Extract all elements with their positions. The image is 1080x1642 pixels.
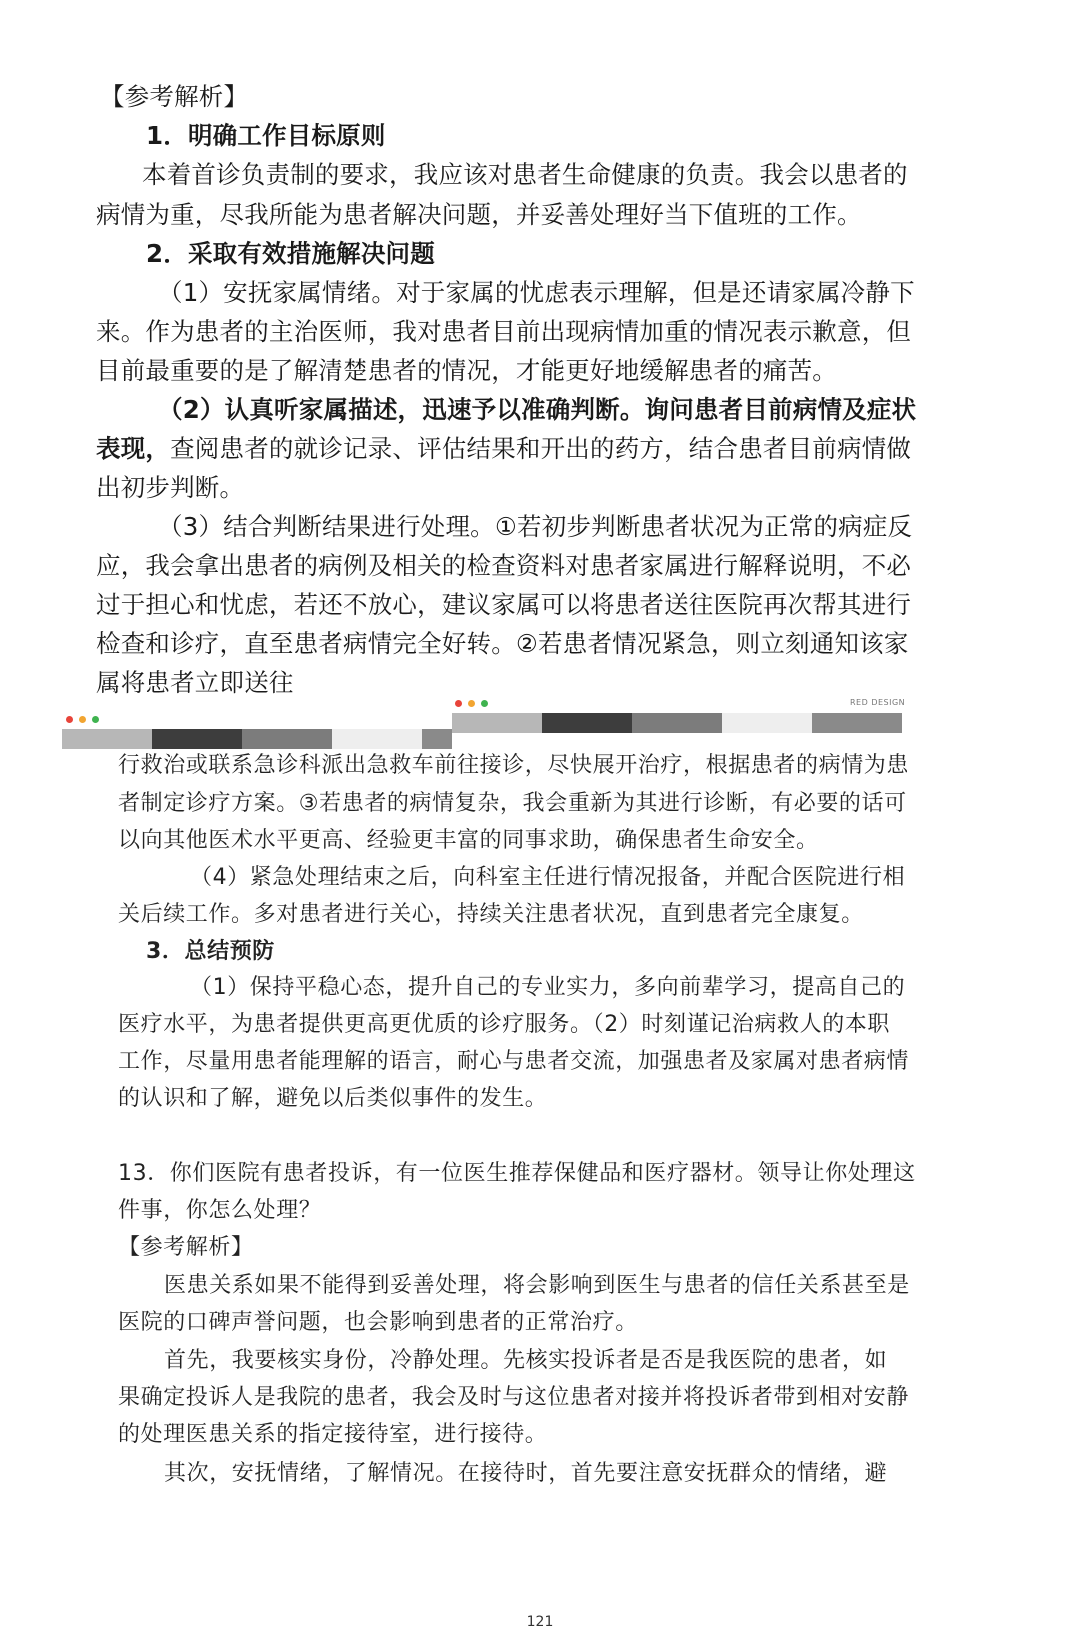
section-heading: 【参考解析】 bbox=[100, 82, 249, 111]
paragraph-line: 行救治或联系急诊科派出急救车前往接诊，尽快展开治疗，根据患者的病情为患 bbox=[118, 753, 910, 778]
orange-dot-icon bbox=[468, 700, 475, 707]
section-heading: 【参考解析】 bbox=[118, 1235, 254, 1260]
paragraph-line: 果确定投诉人是我院的患者，我会及时与这位患者对接并将投诉者带到相对安静 bbox=[118, 1385, 910, 1410]
paragraph-line: （1）安抚家属情绪。对于家属的忧虑表示理解，但是还请家属冷静下 bbox=[158, 278, 915, 307]
paragraph-line: 医患关系如果不能得到妥善处理，将会影响到医生与患者的信任关系甚至是 bbox=[164, 1273, 910, 1298]
brand-label: RED DESIGN bbox=[850, 698, 906, 707]
paragraph-line: 医疗水平，为患者提供更高更优质的诊疗服务。（2）时刻谨记治病救人的本职 bbox=[118, 1012, 890, 1037]
paragraph-line: 来。作为患者的主治医师，我对患者目前出现病情加重的情况表示歉意，但 bbox=[96, 317, 912, 346]
green-dot-icon bbox=[92, 716, 99, 723]
banner-strip bbox=[812, 713, 902, 733]
paragraph-line: 病情为重，尽我所能为患者解决问题，并妥善处理好当下值班的工作。 bbox=[96, 200, 862, 229]
paragraph-line-bold: （2）认真听家属描述，迅速予以准确判断。询问患者目前病情及症状 bbox=[158, 395, 917, 424]
orange-dot-icon bbox=[79, 716, 86, 723]
red-dot-icon bbox=[66, 716, 73, 723]
subsection-title-1: 1．明确工作目标原则 bbox=[146, 121, 386, 150]
banner-strip bbox=[722, 713, 812, 733]
paragraph-line: 目前最重要的是了解清楚患者的情况，才能更好地缓解患者的痛苦。 bbox=[96, 356, 837, 385]
paragraph-line: 过于担心和忧虑，若还不放心，建议家属可以将患者送往医院再次帮其进行 bbox=[96, 590, 912, 619]
banner-strip bbox=[542, 713, 632, 733]
paragraph-line: 者制定诊疗方案。③若患者的病情复杂，我会重新为其进行诊断，有必要的话可 bbox=[118, 791, 907, 816]
bold-lead: 表现， bbox=[96, 434, 171, 463]
paragraph-line: 医院的口碑声誉问题，也会影响到患者的正常治疗。 bbox=[118, 1310, 638, 1335]
line-rest: 查阅患者的就诊记录、评估结果和开出的药方，结合患者目前病情做 bbox=[170, 434, 912, 463]
paragraph-line: 出初步判断。 bbox=[96, 473, 245, 502]
page-number: 121 bbox=[526, 1614, 554, 1630]
banner-strip bbox=[152, 729, 242, 749]
paragraph-line: 应，我会拿出患者的病例及相关的检查资料对患者家属进行解释说明，不必 bbox=[96, 551, 912, 580]
subsection-title-3: 3．总结预防 bbox=[146, 939, 275, 964]
paragraph-line: （4）紧急处理结束之后，向科室主任进行情况报备，并配合医院进行相 bbox=[190, 865, 906, 890]
paragraph-line: 工作，尽量用患者能理解的语言，耐心与患者交流，加强患者及家属对患者病情 bbox=[118, 1049, 910, 1074]
banner-strip bbox=[422, 729, 452, 749]
banner-strip bbox=[242, 729, 332, 749]
question-13-line: 13．你们医院有患者投诉，有一位医生推荐保健品和医疗器材。领导让你处理这 bbox=[118, 1161, 916, 1186]
banner-strip bbox=[452, 713, 542, 733]
paragraph-line: 以向其他医术水平更高、经验更丰富的同事求助，确保患者生命安全。 bbox=[118, 828, 819, 853]
banner-strip bbox=[62, 729, 152, 749]
paragraph-line: （3）结合判断结果进行处理。①若初步判断患者状况为正常的病症反 bbox=[158, 512, 913, 541]
paragraph-line: 的认识和了解，避免以后类似事件的发生。 bbox=[118, 1086, 548, 1111]
paragraph-line: 首先，我要核实身份，冷静处理。先核实投诉者是否是我医院的患者，如 bbox=[164, 1348, 888, 1373]
paragraph-line: 其次，安抚情绪，了解情况。在接待时，首先要注意安抚群众的情绪，避 bbox=[164, 1461, 888, 1486]
banner-strip bbox=[332, 729, 422, 749]
green-dot-icon bbox=[481, 700, 488, 707]
paragraph-line: 检查和诊疗，直至患者病情完全好转。②若患者情况紧急，则立刻通知该家 bbox=[96, 629, 909, 658]
subsection-title-2: 2．采取有效措施解决问题 bbox=[146, 239, 435, 268]
paragraph-line: 属将患者立即送往 bbox=[96, 668, 294, 697]
paragraph-line bbox=[96, 430, 911, 465]
paragraph-line: 的处理医患关系的指定接待室，进行接待。 bbox=[118, 1422, 548, 1447]
banner-strip bbox=[632, 713, 722, 733]
question-13-line: 件事，你怎么处理？ bbox=[118, 1198, 322, 1223]
paragraph-line: 本着首诊负责制的要求，我应该对患者生命健康的负责。我会以患者的 bbox=[142, 160, 908, 189]
paragraph-line: （1）保持平稳心态，提升自己的专业实力，多向前辈学习，提高自己的 bbox=[190, 975, 906, 1000]
paragraph-line: 关后续工作。多对患者进行关心，持续关注患者状况，直到患者完全康复。 bbox=[118, 902, 864, 927]
red-dot-icon bbox=[455, 700, 462, 707]
